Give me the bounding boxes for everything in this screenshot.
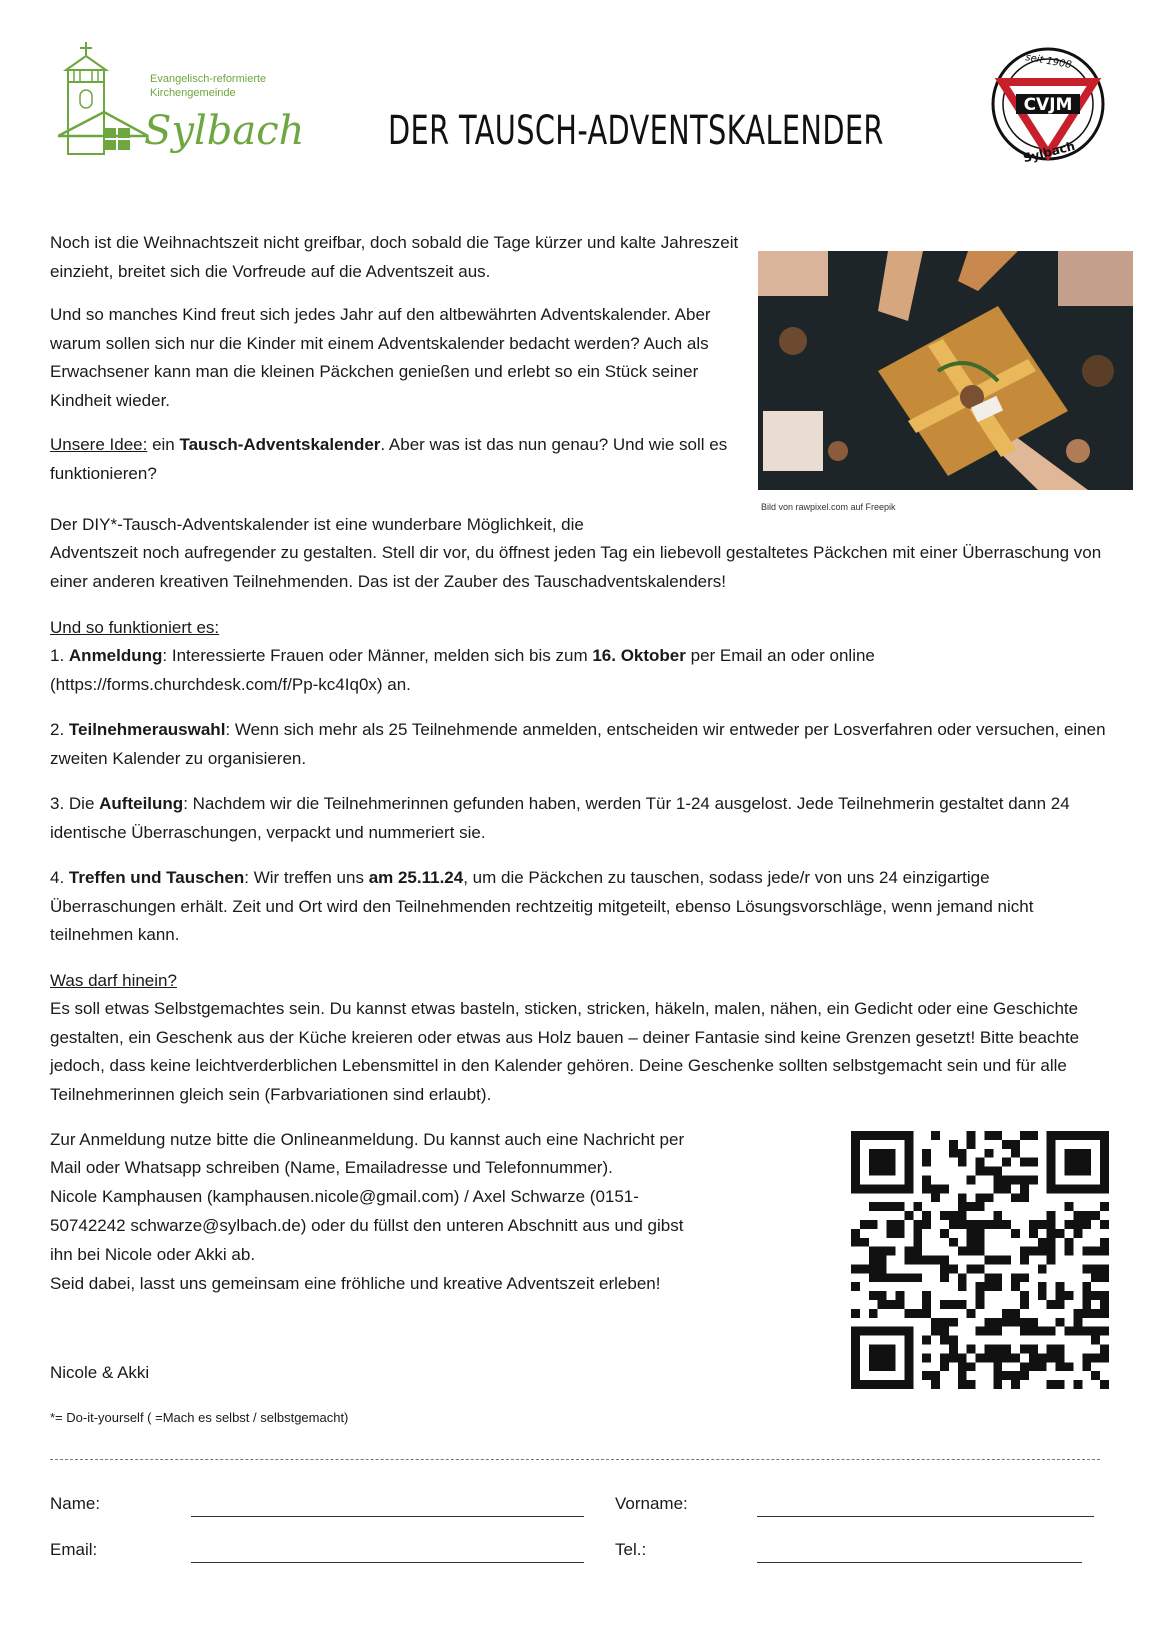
footnote: *= Do-it-yourself ( =Mach es selbst / selbstgemacht) xyxy=(50,1410,349,1425)
step-3-rest: : Nachdem wir die Teilnehmerinnen gefunden haben, werden Tür 1-24 ausgelost. Jede Teilnehmerin gestaltet dann 24 identische Überraschungen, verpackt und nummeriert sie. xyxy=(50,794,1070,842)
email-field[interactable] xyxy=(191,1562,584,1563)
signup-line-5: ihn bei Nicole oder Akki ab. xyxy=(50,1245,256,1264)
step-4-date: am 25.11.24 xyxy=(368,868,464,887)
gift-exchange-photo xyxy=(758,251,1133,490)
step-2-num: 2. xyxy=(50,720,69,739)
badge-top: seit 1908 xyxy=(1024,52,1073,72)
qr-code[interactable] xyxy=(851,1131,1109,1389)
signup-line-1: Zur Anmeldung nutze bitte die Onlineanmeldung. Du kannst auch eine Nachricht per xyxy=(50,1130,685,1149)
step-4-rest: , um die Päckchen zu tauschen, sodass jede/r von uns 24 einzigartige Überraschungen erhält. Zeit und Ort wird den Teilnehmenden rechtzeitig mitgeteilt, ebenso Lösungsvorschläge, wenn jemand nicht teilnehmen kann. xyxy=(50,868,1034,944)
step-4-title: Treffen und Tauschen xyxy=(68,868,245,887)
vorname-field[interactable] xyxy=(757,1516,1094,1517)
badge-bottom: Sylbach xyxy=(1021,138,1077,166)
step-3-pre: 3. Die xyxy=(50,794,100,813)
step-1-title: Anmeldung xyxy=(68,646,163,665)
what-paragraph: Es soll etwas Selbstgemachtes sein. Du kannst etwas basteln, sticken, stricken, häkeln, malen, nähen, ein Gedicht oder eine Geschichte gestalten, ein Geschenk aus der Küche kreieren oder etwas aus Holz bauen – deiner Fantasie sind keine Grenzen gesetzt! Bitte beachte jedoch, dass keine leichtverderblichen Lebensmittel in den Kalender gehören. Deine Geschenke sollten selbstgemacht sein und für alle Teilnehmerinnen gleich sein (Farbvariationen sind erlaubt). xyxy=(50,999,1080,1104)
name-label: Name: xyxy=(50,1494,101,1513)
idea-pre: ein xyxy=(147,435,180,454)
idea-rest: . Aber was ist das nun genau? Und wie soll es funktionieren? xyxy=(50,435,728,483)
org-name: Sylbach xyxy=(144,108,305,154)
idea-paragraph xyxy=(50,431,750,488)
cvjm-logo xyxy=(988,42,1108,172)
cut-line xyxy=(50,1459,1100,1460)
signup-line-2: Mail oder Whatsapp schreiben (Name, Emailadresse und Telefonnummer). xyxy=(50,1158,613,1177)
name-field[interactable] xyxy=(191,1516,584,1517)
signature: Nicole & Akki xyxy=(50,1363,150,1382)
step-2-title: Teilnehmerauswahl xyxy=(68,720,226,739)
step-4 xyxy=(50,864,1050,950)
step-1-rest: per Email an oder online (https://forms.churchdesk.com/f/Pp-kc4Iq0x) an. xyxy=(50,646,875,694)
step-3-title: Aufteilung xyxy=(99,794,184,813)
idea-bold: Tausch-Adventskalender xyxy=(179,435,381,454)
idea-label: Unsere Idee: xyxy=(50,435,148,454)
what-heading: Was darf hinein? xyxy=(50,971,177,990)
step-1 xyxy=(50,642,1110,699)
church-logo xyxy=(58,40,318,165)
step-1-text: : Interessierte Frauen oder Männer, melden sich bis zum xyxy=(162,646,593,665)
page-title: DER TAUSCH-ADVENTSKALENDER xyxy=(388,108,884,154)
signup-line-6: Seid dabei, lasst uns gemeinsam eine fröhliche und kreative Adventszeit erleben! xyxy=(50,1274,661,1293)
org-line2: Kirchengemeinde xyxy=(150,87,236,99)
tel-label: Tel.: xyxy=(615,1540,647,1559)
step-4-text: : Wir treffen uns xyxy=(244,868,369,887)
step-2-rest: : Wenn sich mehr als 25 Teilnehmende anmelden, entscheiden wir entweder per Losverfahren oder versuchen, einen zweiten Kalender zu organisieren. xyxy=(50,720,1106,768)
diy-line-1: Der DIY*-Tausch-Adventskalender ist eine wunderbare Möglichkeit, die xyxy=(50,515,584,534)
signup-line-3: Nicole Kamphausen (kamphausen.nicole@gmail.com) / Axel Schwarze (0151- xyxy=(50,1187,639,1206)
photo-credit: Bild von rawpixel.com auf Freepik xyxy=(761,502,896,512)
step-4-num: 4. xyxy=(50,868,69,887)
step-3 xyxy=(50,790,1120,847)
step-2 xyxy=(50,716,1120,773)
step-1-num: 1. xyxy=(50,646,69,665)
email-label: Email: xyxy=(50,1540,98,1559)
org-line1: Evangelisch-reformierte xyxy=(150,73,267,85)
how-heading: Und so funktioniert es: xyxy=(50,618,220,637)
intro-paragraph-2: Und so manches Kind freut sich jedes Jahr auf den altbewährten Adventskalender. Aber warum sollen sich nur die Kinder mit einem Adventskalender bedacht werden? Auch als Erwachsener kann man die kleinen Päckchen genießen und erlebt so ein Stück seiner Kindheit wieder. xyxy=(50,305,711,410)
diy-paragraph-rest: Adventszeit noch aufregender zu gestalten. Stell dir vor, du öffnest jeden Tag ein liebevoll gestaltetes Päckchen mit einer Überraschung von einer anderen kreativen Teilnehmenden. Das ist der Zauber des Tauschadventskalenders! xyxy=(50,543,1102,591)
tel-field[interactable] xyxy=(757,1562,1082,1563)
vorname-label: Vorname: xyxy=(615,1494,688,1513)
step-1-date: 16. Oktober xyxy=(592,646,686,665)
intro-paragraph-1: Noch ist die Weihnachtszeit nicht greifbar, doch sobald die Tage kürzer und kalte Jahreszeit einzieht, breitet sich die Vorfreude auf die Adventszeit aus. xyxy=(50,233,739,281)
badge-center: CVJM xyxy=(1023,95,1073,115)
signup-line-4: 50742242 schwarze@sylbach.de) oder du füllst den unteren Abschnitt aus und gibst xyxy=(50,1216,684,1235)
